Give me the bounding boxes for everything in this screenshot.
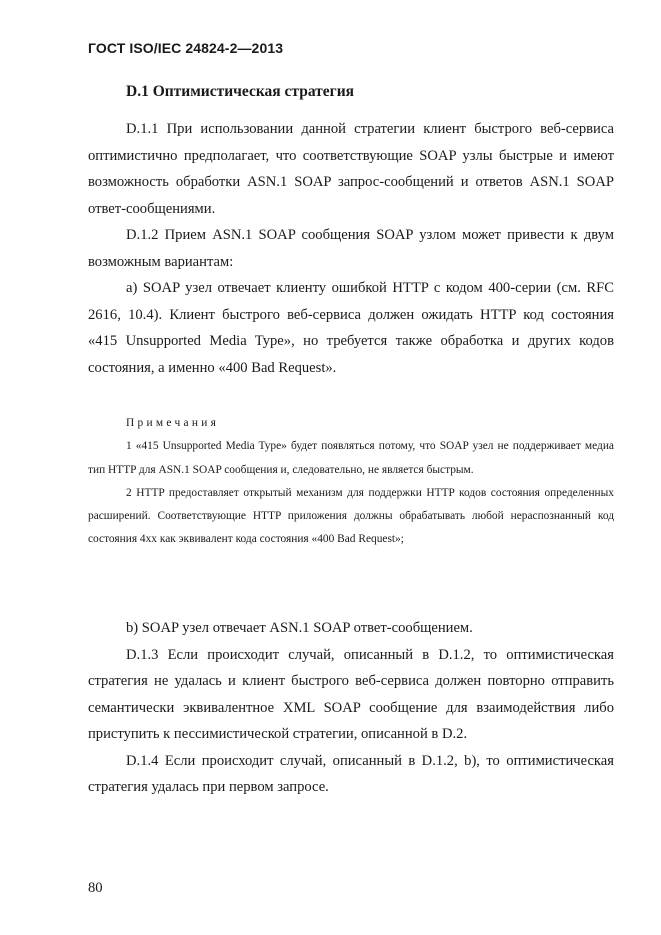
- main-text-bottom: [88, 615, 614, 801]
- note-2: 2 HTTP предоставляет открытый механизм для поддержки HTTP кодов состояния определенных расширений. Соответствующие HTTP приложения должны обрабатывать любой нераспознанный код состояния 4xx как эквивалент кода состояния «400 Bad Request»;: [88, 486, 614, 546]
- paragraph-item-a: а) SOAP узел отвечает клиенту ошибкой HTTP с кодом 400-серии (см. RFC 2616, 10.4). Клиент быстрого веб-сервиса должен ожидать HTTP код состояния «415 Unsupported Media Type», но требуется также обработка и других кодов состояния, а именно «400 Bad Request».: [88, 280, 614, 376]
- paragraph-d-1-4: D.1.4 Если происходит случай, описанный в D.1.2, b), то оптимистическая стратегия удалась при первом запросе.: [88, 752, 614, 795]
- document-header: ГОСТ ISO/IEC 24824-2—2013: [88, 40, 284, 56]
- paragraph-item-b: b) SOAP узел отвечает ASN.1 SOAP ответ-сообщением.: [126, 620, 473, 636]
- section-title: D.1 Оптимистическая стратегия: [126, 83, 355, 100]
- paragraph-d-1-1: D.1.1 При использовании данной стратегии клиент быстрого веб-сервиса оптимистично предполагает, что соответствующие SOAP узлы быстрые и имеют возможность обработки ASN.1 SOAP запрос-сообщений и ответов ASN.1 SOAP ответ-сообщениями.: [88, 121, 614, 217]
- notes-title: Примечания: [126, 417, 220, 429]
- paragraph-d-1-3: D.1.3 Если происходит случай, описанный в D.1.2, то оптимистическая стратегия не удалась и клиент быстрого веб-сервиса должен повторно отправить семантически эквивалентное XML SOAP сообщение для взаимодействия либо приступить к пессимистической стратегии, описанной в D.2.: [88, 646, 614, 742]
- paragraph-d-1-2: D.1.2 Прием ASN.1 SOAP сообщения SOAP узлом может привести к двум возможным вариантам:: [88, 227, 614, 270]
- note-1: 1 «415 Unsupported Media Type» будет появляться потому, что SOAP узел не поддерживает медиа тип HTTP для ASN.1 SOAP сообщения и, следовательно, не является быстрым.: [88, 440, 614, 476]
- main-text-top: [88, 116, 614, 381]
- page-number: 80: [88, 880, 103, 896]
- notes-block: [88, 412, 614, 552]
